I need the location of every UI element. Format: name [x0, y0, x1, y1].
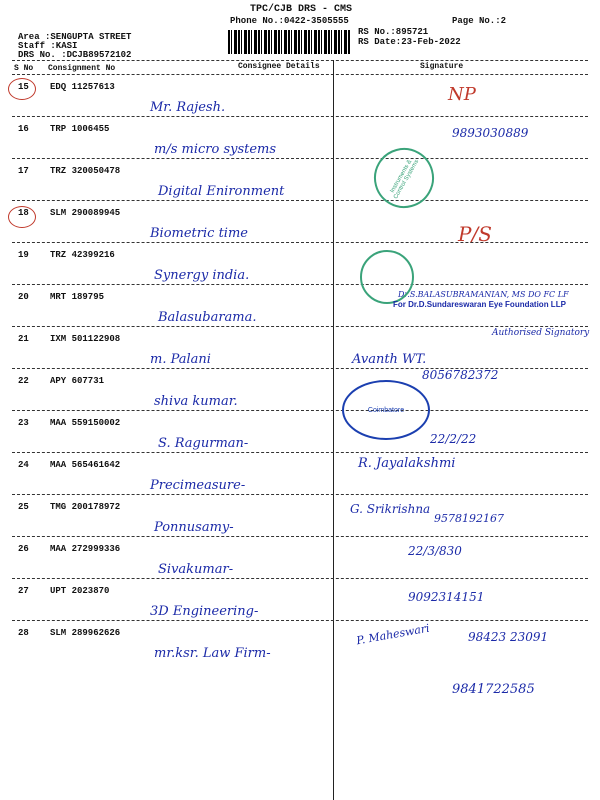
row-signature: R. Jayalakshmi [358, 456, 456, 471]
barcode [228, 30, 350, 54]
header-top-rule [12, 60, 588, 61]
row-consignment: UPT 2023870 [50, 586, 110, 596]
signature-name: G. Srikrishna [350, 502, 431, 516]
row-sno: 19 [18, 250, 29, 260]
row-consignment: TRZ 320050478 [50, 166, 121, 176]
row-consignee: Digital Enironment [158, 184, 285, 199]
row-consignee: m. Palani [150, 352, 211, 367]
row-sno: 17 [18, 166, 29, 176]
row-consignment: SLM 289962626 [50, 628, 121, 638]
row-consignment: IXM 501122908 [50, 334, 121, 344]
row-sno: 16 [18, 124, 29, 134]
rs-date: RS Date:23-Feb-2022 [358, 37, 461, 47]
row-sno: 27 [18, 586, 29, 596]
row-consignment: MAA 559150002 [50, 418, 121, 428]
row-divider [12, 242, 588, 243]
col-sno: S No [14, 64, 34, 73]
row-signature: 9841722585 [452, 682, 535, 697]
row-sno: 28 [18, 628, 29, 638]
phone-number: Phone No.:0422-3505555 [230, 16, 349, 26]
row-divider [12, 284, 588, 285]
row-consignee: Balasubarama. [158, 310, 257, 325]
col-consignment: Consignment No [48, 64, 116, 73]
row-consignment: TMG 200178972 [50, 502, 121, 512]
row-signature: Dr.S.BALASUBRAMANIAN, MS DO FC LF [398, 290, 569, 299]
signature-note: Avanth WT. [352, 352, 427, 367]
signature-name-2: P. Maheswari [355, 621, 431, 648]
row-consignment: MAA 565461642 [50, 460, 121, 470]
row-signature: 9578192167 [434, 512, 504, 525]
row-divider [12, 452, 588, 453]
row-signature: 22/3/830 [408, 544, 462, 558]
row-sno: 24 [18, 460, 29, 470]
row-divider [12, 620, 588, 621]
area-label: Area :SENGUPTA STREET [18, 32, 132, 42]
row-consignee: Ponnusamy- [154, 520, 234, 535]
rs-number: RS No.:895721 [358, 27, 429, 37]
stamp-eye-foundation: For Dr.D.Sundareswaran Eye Foundation LLP [393, 300, 566, 309]
row-consignment: MAA 272999336 [50, 544, 121, 554]
signature-date: 22/2/22 [430, 432, 477, 446]
row-consignee: Mr. Rajesh. [150, 100, 226, 115]
red-circle-18 [8, 206, 36, 228]
row-signature: P/S [458, 222, 492, 246]
row-consignee: S. Ragurman- [158, 436, 249, 451]
row-signature: 9893030889 [452, 126, 529, 140]
drs-number: DRS No. :DCJB89572102 [18, 50, 132, 60]
row-consignee: m/s micro systems [154, 142, 277, 157]
stamp-coimbatore: Coimbatore [342, 380, 430, 440]
row-consignee: Synergy india. [154, 268, 250, 283]
page-number: Page No.:2 [452, 16, 507, 26]
row-sno: 26 [18, 544, 29, 554]
row-sno: 15 [18, 82, 29, 92]
stamp-instruments: Instruments & Control Systems [363, 137, 445, 219]
row-sno: 22 [18, 376, 29, 386]
row-divider [12, 158, 588, 159]
row-divider [12, 368, 588, 369]
row-divider [12, 494, 588, 495]
row-signature: Authorised Signatory [492, 328, 590, 338]
row-signature: 98423 23091 [468, 630, 549, 644]
row-consignee: Precimeasure- [150, 478, 246, 493]
row-sno: 21 [18, 334, 29, 344]
red-circle-15 [8, 78, 36, 100]
row-divider [12, 536, 588, 537]
row-consignee: mr.ksr. Law Firm- [154, 646, 271, 661]
row-sno: 23 [18, 418, 29, 428]
header-bottom-rule [12, 74, 588, 75]
staff-label: Staff :KASI [18, 41, 78, 51]
row-consignment: EDQ 11257613 [50, 82, 115, 92]
stamp-synergy [360, 250, 414, 304]
row-consignee: Sivakumar- [158, 562, 234, 577]
row-consignee: Biometric time [150, 226, 248, 241]
row-sno: 20 [18, 292, 29, 302]
row-consignment: MRT 189795 [50, 292, 105, 302]
row-divider [12, 326, 588, 327]
row-divider [12, 410, 588, 411]
col-signature: Signature [420, 62, 464, 71]
row-consignee: shiva kumar. [154, 394, 238, 409]
column-divider [333, 60, 334, 800]
row-consignment: TRP 1006455 [50, 124, 110, 134]
row-divider [12, 200, 588, 201]
row-signature: 8056782372 [422, 368, 499, 382]
row-consignment: SLM 290089945 [50, 208, 121, 218]
row-divider [12, 116, 588, 117]
row-divider [12, 578, 588, 579]
row-sno: 25 [18, 502, 29, 512]
row-signature: 9092314151 [408, 590, 485, 604]
row-consignment: TRZ 42399216 [50, 250, 115, 260]
page-title: TPC/CJB DRS - CMS [250, 4, 353, 15]
col-consignee: Consignee Details [238, 62, 320, 71]
row-consignment: APY 607731 [50, 376, 105, 386]
row-consignee: 3D Engineering- [150, 604, 259, 619]
row-signature: NP [448, 84, 476, 105]
row-sno: 18 [18, 208, 29, 218]
